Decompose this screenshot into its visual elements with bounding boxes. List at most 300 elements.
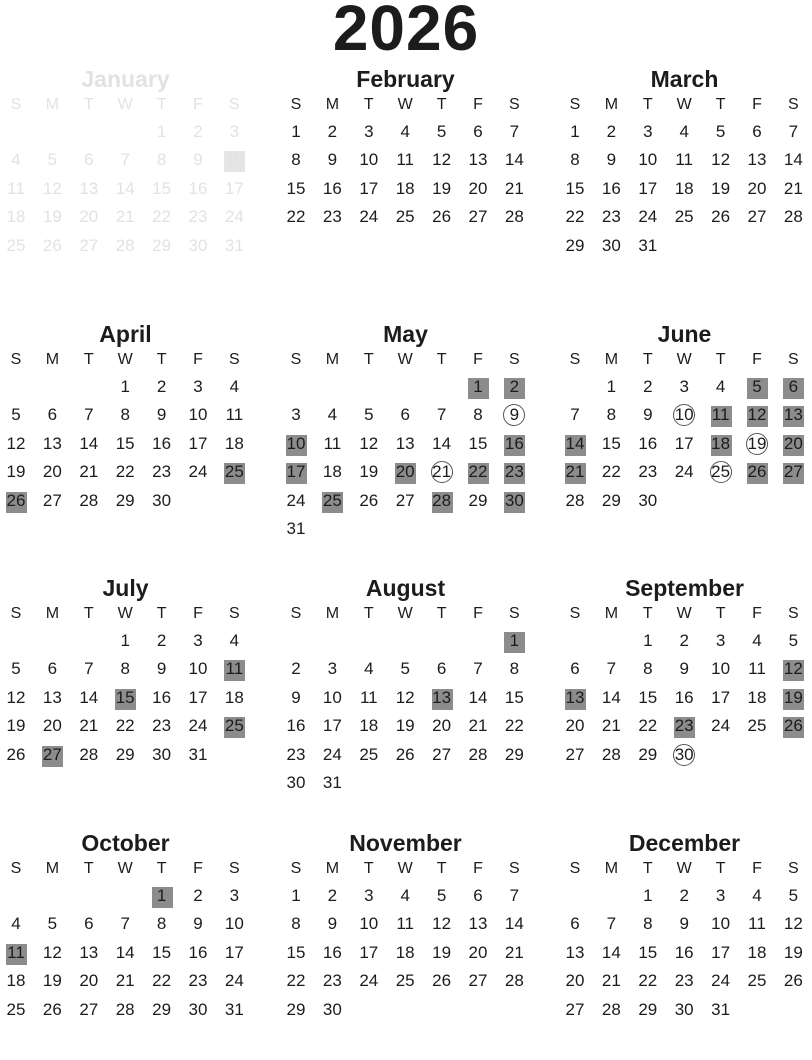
day-cell: 3 xyxy=(715,631,726,650)
day-cell: 29 xyxy=(468,490,488,510)
weekday-label: S xyxy=(788,605,799,622)
day-cell: 18 xyxy=(6,971,26,991)
day-cell: 14 xyxy=(558,432,592,456)
weekday-label: S xyxy=(788,96,799,113)
day-cell: 2 xyxy=(156,377,167,396)
weekday-label: T xyxy=(156,351,167,368)
day-cell: 29 xyxy=(638,744,658,764)
day-cell: 8 xyxy=(570,150,580,170)
day-cell: 12 xyxy=(776,657,810,681)
day-cell: 11 xyxy=(748,659,766,679)
day-cell: 16 xyxy=(322,178,342,198)
day-cell: 12 xyxy=(432,914,452,934)
weekday-label: S xyxy=(229,605,240,622)
day-cell: 11 xyxy=(225,405,244,425)
month-september xyxy=(558,575,811,805)
weekday-label: W xyxy=(397,351,413,368)
day-cell: 18 xyxy=(6,207,26,227)
day-cell: 21 xyxy=(468,716,488,736)
day-cell: 5 xyxy=(400,659,410,679)
weekday-label: W xyxy=(676,96,692,113)
day-cell: 24 xyxy=(359,971,379,991)
month-june xyxy=(558,321,811,551)
day-cell: 12 xyxy=(740,403,774,427)
day-cell: 6 xyxy=(752,122,762,141)
day-cell: 19 xyxy=(6,716,26,736)
day-cell: 30 xyxy=(601,235,621,255)
day-cell: 28 xyxy=(115,235,135,255)
day-cell: 4 xyxy=(229,631,240,650)
day-cell: 23 xyxy=(638,462,658,482)
day-cell: 16 xyxy=(638,433,658,453)
day-cell: 12 xyxy=(395,687,415,707)
day-cell: 8 xyxy=(120,659,130,679)
day-cell: 13 xyxy=(776,403,810,427)
day-cell: 24 xyxy=(359,207,379,227)
day-cell: 21 xyxy=(79,462,99,482)
month-name: September xyxy=(625,575,744,601)
day-cell: 24 xyxy=(638,207,658,227)
month-november xyxy=(279,830,532,1060)
day-cell: 7 xyxy=(606,659,617,679)
day-cell: 1 xyxy=(643,631,653,650)
day-cell: 23 xyxy=(188,971,208,991)
weekday-label: S xyxy=(509,351,520,368)
weekday-label: S xyxy=(569,96,581,113)
day-cell: 10 xyxy=(224,914,244,934)
weekday-label: F xyxy=(193,860,203,877)
day-cell: 28 xyxy=(565,490,585,510)
weekday-label: M xyxy=(604,96,619,113)
day-cell: 14 xyxy=(79,433,99,453)
weekday-label: T xyxy=(642,860,653,877)
day-cell: 9 xyxy=(327,914,338,934)
day-cell: 25 xyxy=(704,460,738,484)
day-cell: 13 xyxy=(565,942,585,962)
day-cell: 20 xyxy=(468,942,488,962)
day-cell: 31 xyxy=(224,235,244,255)
weekday-label: F xyxy=(752,860,762,877)
weekday-label: T xyxy=(715,860,726,877)
day-cell: 21 xyxy=(79,716,99,736)
weekday-label: W xyxy=(676,860,692,877)
month-december xyxy=(558,830,811,1060)
day-cell: 10 xyxy=(711,659,731,679)
day-cell: 6 xyxy=(570,914,580,934)
weekday-label: W xyxy=(397,96,413,113)
day-cell: 7 xyxy=(606,914,617,934)
day-cell: 22 xyxy=(638,716,658,736)
month-name: May xyxy=(383,321,428,347)
day-cell: 25 xyxy=(217,460,251,484)
day-cell: 22 xyxy=(601,462,621,482)
day-cell: 2 xyxy=(606,122,617,141)
day-cell: 31 xyxy=(188,744,208,764)
day-cell: 24 xyxy=(711,971,731,991)
day-cell: 18 xyxy=(395,178,415,198)
day-cell: 10 xyxy=(667,403,701,427)
day-cell: 19 xyxy=(711,178,731,198)
day-cell: 13 xyxy=(468,150,488,170)
day-cell: 6 xyxy=(84,150,94,170)
day-cell: 25 xyxy=(217,714,251,738)
day-cell: 10 xyxy=(359,914,379,934)
day-cell: 20 xyxy=(42,716,62,736)
day-cell: 11 xyxy=(0,941,33,965)
day-cell: 15 xyxy=(468,433,488,453)
day-cell: 15 xyxy=(286,178,306,198)
day-cell: 21 xyxy=(601,716,621,736)
day-cell: 19 xyxy=(432,178,452,198)
weekday-label: T xyxy=(83,96,94,113)
month-name: January xyxy=(81,66,170,92)
weekday-label: T xyxy=(642,605,653,622)
day-cell: 19 xyxy=(776,686,810,710)
month-august xyxy=(279,575,532,805)
day-cell: 2 xyxy=(327,122,338,141)
day-cell: 17 xyxy=(224,178,244,198)
weekday-label: M xyxy=(604,351,619,368)
weekday-label: T xyxy=(715,605,726,622)
day-cell: 30 xyxy=(188,235,208,255)
day-cell: 5 xyxy=(788,631,799,650)
day-cell: 22 xyxy=(286,207,306,227)
day-cell: 8 xyxy=(156,914,167,934)
day-cell: 3 xyxy=(193,377,203,396)
day-cell: 1 xyxy=(145,884,179,908)
weekday-label: T xyxy=(715,96,726,113)
day-cell: 23 xyxy=(152,462,172,482)
day-cell: 25 xyxy=(674,207,694,227)
day-cell: 27 xyxy=(747,207,767,227)
day-cell: 15 xyxy=(565,178,585,198)
day-cell: 9 xyxy=(156,659,167,679)
day-cell: 25 xyxy=(6,999,26,1019)
day-cell: 8 xyxy=(643,659,653,679)
day-cell: 29 xyxy=(601,490,621,510)
day-cell: 12 xyxy=(432,150,452,170)
weekday-label: W xyxy=(117,96,133,113)
day-cell: 12 xyxy=(783,914,803,934)
month-name: November xyxy=(349,830,462,856)
day-cell: 2 xyxy=(497,375,531,399)
day-cell: 26 xyxy=(432,207,452,227)
day-cell: 5 xyxy=(788,886,799,905)
day-cell: 26 xyxy=(395,744,415,764)
weekday-label: S xyxy=(290,351,302,368)
day-cell: 16 xyxy=(601,178,621,198)
day-cell: 21 xyxy=(504,942,524,962)
day-cell: 23 xyxy=(674,971,694,991)
day-cell: 31 xyxy=(638,235,658,255)
day-cell: 13 xyxy=(425,686,459,710)
day-cell: 14 xyxy=(504,150,524,170)
day-cell: 28 xyxy=(601,744,621,764)
day-cell: 2 xyxy=(193,122,203,141)
day-cell: 26 xyxy=(6,744,26,764)
day-cell: 29 xyxy=(115,490,135,510)
day-cell: 25 xyxy=(395,207,415,227)
weekday-label: S xyxy=(229,860,240,877)
month-name: December xyxy=(628,830,741,856)
day-cell: 26 xyxy=(783,971,803,991)
day-cell: 1 xyxy=(156,122,167,141)
day-cell: 5 xyxy=(11,659,21,679)
weekday-label: T xyxy=(156,96,167,113)
day-cell: 7 xyxy=(788,122,799,141)
day-cell: 14 xyxy=(504,914,524,934)
day-cell: 28 xyxy=(468,744,488,764)
day-cell: 3 xyxy=(364,886,374,905)
month-name: June xyxy=(657,321,712,347)
day-cell: 14 xyxy=(601,942,621,962)
weekday-label: T xyxy=(642,96,653,113)
day-cell: 27 xyxy=(395,490,415,510)
weekday-label: S xyxy=(290,96,302,113)
day-cell: 15 xyxy=(152,942,172,962)
day-cell: 6 xyxy=(436,659,447,679)
month-april xyxy=(0,321,252,551)
day-cell: 6 xyxy=(47,659,58,679)
day-cell: 28 xyxy=(783,207,803,227)
day-cell: 14 xyxy=(601,687,621,707)
day-cell: 11 xyxy=(323,433,342,453)
day-cell: 7 xyxy=(509,886,520,905)
day-cell: 6 xyxy=(47,405,58,425)
day-cell: 27 xyxy=(35,743,69,767)
day-cell: 18 xyxy=(704,432,738,456)
weekday-label: T xyxy=(436,96,447,113)
day-cell: 2 xyxy=(679,886,689,905)
day-cell: 3 xyxy=(364,122,374,141)
weekday-label: S xyxy=(509,605,520,622)
day-cell: 9 xyxy=(679,659,689,679)
day-cell: 17 xyxy=(674,433,694,453)
day-cell: 24 xyxy=(711,716,731,736)
weekday-label: T xyxy=(156,860,167,877)
day-cell: 1 xyxy=(606,377,617,396)
day-cell: 25 xyxy=(315,489,349,513)
day-cell: 14 xyxy=(115,178,135,198)
day-cell: 3 xyxy=(643,122,653,141)
day-cell: 4 xyxy=(11,150,21,170)
day-cell: 13 xyxy=(395,433,415,453)
day-cell: 1 xyxy=(120,377,130,396)
day-cell: 8 xyxy=(509,659,520,679)
day-cell: 22 xyxy=(286,971,306,991)
day-cell: 31 xyxy=(711,999,731,1019)
weekday-label: T xyxy=(436,351,447,368)
day-cell: 21 xyxy=(425,460,459,484)
weekday-label: S xyxy=(10,96,22,113)
day-cell: 28 xyxy=(115,999,135,1019)
weekday-label: F xyxy=(752,96,762,113)
day-cell: 19 xyxy=(395,716,415,736)
day-cell: 8 xyxy=(291,914,301,934)
day-cell: 26 xyxy=(359,490,379,510)
weekday-label: W xyxy=(117,351,133,368)
month-february xyxy=(279,66,532,296)
day-cell: 24 xyxy=(224,207,244,227)
day-cell: 23 xyxy=(152,716,172,736)
weekday-label: S xyxy=(788,860,799,877)
weekday-label: F xyxy=(193,605,203,622)
day-cell: 19 xyxy=(783,942,803,962)
weekday-label: M xyxy=(325,96,340,113)
day-cell: 11 xyxy=(748,914,766,934)
day-cell: 26 xyxy=(740,460,774,484)
weekday-label: S xyxy=(290,605,302,622)
weekday-label: W xyxy=(397,860,413,877)
day-cell: 22 xyxy=(461,460,495,484)
weekday-label: T xyxy=(363,96,374,113)
day-cell: 27 xyxy=(468,207,488,227)
day-cell: 28 xyxy=(79,490,99,510)
day-cell: 23 xyxy=(322,207,342,227)
day-cell: 2 xyxy=(327,886,338,905)
day-cell: 22 xyxy=(565,207,585,227)
weekday-label: S xyxy=(290,860,302,877)
day-cell: 6 xyxy=(473,886,483,905)
day-cell: 30 xyxy=(497,489,531,513)
month-name: July xyxy=(102,575,149,601)
day-cell: 20 xyxy=(388,460,422,484)
day-cell: 29 xyxy=(286,999,306,1019)
day-cell: 13 xyxy=(747,150,767,170)
day-cell: 30 xyxy=(286,773,306,792)
day-cell: 9 xyxy=(291,687,301,707)
day-cell: 9 xyxy=(643,405,653,425)
day-cell: 28 xyxy=(504,207,524,227)
day-cell: 17 xyxy=(711,687,731,707)
day-cell: 6 xyxy=(473,122,483,141)
day-cell: 5 xyxy=(47,150,58,170)
day-cell: 17 xyxy=(711,942,731,962)
day-cell: 4 xyxy=(400,122,410,141)
day-cell: 5 xyxy=(364,405,374,425)
month-name: October xyxy=(81,830,170,856)
day-cell: 30 xyxy=(322,999,342,1019)
day-cell: 15 xyxy=(504,687,524,707)
day-cell: 16 xyxy=(497,432,531,456)
day-cell: 30 xyxy=(152,744,172,764)
day-cell: 28 xyxy=(504,971,524,991)
day-cell: 30 xyxy=(674,999,694,1019)
day-cell: 20 xyxy=(565,971,585,991)
day-cell: 6 xyxy=(776,375,810,399)
day-cell: 30 xyxy=(667,743,701,767)
day-cell: 29 xyxy=(638,999,658,1019)
day-cell: 19 xyxy=(6,462,26,482)
day-cell: 11 xyxy=(675,150,694,170)
day-cell: 18 xyxy=(395,942,415,962)
day-cell: 10 xyxy=(711,914,731,934)
day-cell: 12 xyxy=(42,942,62,962)
day-cell: 12 xyxy=(6,433,26,453)
day-cell: 29 xyxy=(115,744,135,764)
weekday-label: S xyxy=(229,96,240,113)
day-cell: 21 xyxy=(783,178,803,198)
day-cell: 21 xyxy=(558,460,592,484)
day-cell: 20 xyxy=(42,462,62,482)
day-cell: 3 xyxy=(193,631,203,650)
day-cell: 25 xyxy=(747,971,767,991)
day-cell: 17 xyxy=(188,433,208,453)
weekday-label: T xyxy=(715,351,726,368)
day-cell: 11 xyxy=(704,403,738,427)
day-cell: 18 xyxy=(224,433,244,453)
day-cell: 9 xyxy=(679,914,689,934)
day-cell: 17 xyxy=(188,687,208,707)
day-cell: 27 xyxy=(79,235,99,255)
weekday-label: T xyxy=(436,860,447,877)
day-cell: 11 xyxy=(359,687,378,707)
day-cell: 1 xyxy=(570,122,580,141)
day-cell: 27 xyxy=(42,490,62,510)
day-cell: 4 xyxy=(752,886,762,905)
day-cell: 26 xyxy=(432,971,452,991)
day-cell: 16 xyxy=(322,942,342,962)
day-cell: 19 xyxy=(740,432,774,456)
weekday-label: M xyxy=(45,351,60,368)
day-cell: 5 xyxy=(11,405,21,425)
day-cell: 7 xyxy=(84,659,94,679)
day-cell: 28 xyxy=(425,489,459,513)
day-cell: 14 xyxy=(432,433,452,453)
day-cell: 26 xyxy=(0,489,33,513)
weekday-label: W xyxy=(676,351,692,368)
day-cell: 23 xyxy=(667,714,701,738)
day-cell: 17 xyxy=(279,460,313,484)
day-cell: 16 xyxy=(674,942,694,962)
day-cell: 15 xyxy=(638,942,658,962)
month-march xyxy=(558,66,811,296)
day-cell: 29 xyxy=(152,235,172,255)
day-cell: 16 xyxy=(152,433,172,453)
weekday-label: W xyxy=(676,605,692,622)
day-cell: 7 xyxy=(570,405,580,425)
month-name: August xyxy=(365,575,446,601)
day-cell: 18 xyxy=(224,687,244,707)
weekday-label: T xyxy=(83,351,94,368)
day-cell: 3 xyxy=(229,886,240,905)
day-cell: 10 xyxy=(188,405,208,425)
weekday-label: F xyxy=(193,96,203,113)
month-name: March xyxy=(650,66,719,92)
day-cell: 7 xyxy=(436,405,447,425)
month-january xyxy=(0,66,252,296)
day-cell: 17 xyxy=(359,178,379,198)
day-cell: 12 xyxy=(359,433,379,453)
weekday-label: T xyxy=(83,605,94,622)
day-cell: 24 xyxy=(224,971,244,991)
day-cell: 10 xyxy=(217,148,251,172)
month-may xyxy=(279,321,532,551)
day-cell: 13 xyxy=(79,942,99,962)
day-cell: 21 xyxy=(601,971,621,991)
day-cell: 27 xyxy=(565,999,585,1019)
day-cell: 5 xyxy=(436,122,447,141)
day-cell: 19 xyxy=(432,942,452,962)
day-cell: 28 xyxy=(79,744,99,764)
day-cell: 14 xyxy=(79,687,99,707)
day-cell: 15 xyxy=(286,942,306,962)
day-cell: 13 xyxy=(468,914,488,934)
day-cell: 26 xyxy=(711,207,731,227)
weekday-label: S xyxy=(569,860,581,877)
day-cell: 24 xyxy=(188,462,208,482)
day-cell: 4 xyxy=(327,405,338,425)
